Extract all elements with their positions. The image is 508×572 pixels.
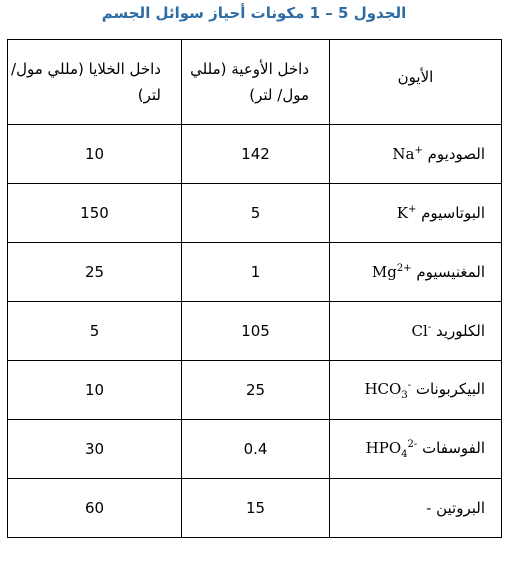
vessel-value: 1 xyxy=(182,243,330,302)
cell-value: 150 xyxy=(8,184,182,243)
header-vessel: داخل الأوعية (مللي مول/ لتر) xyxy=(182,40,330,125)
vessel-value: 0.4 xyxy=(182,420,330,479)
ion-formula-base: Na xyxy=(392,145,415,163)
ion-name: الصوديوم xyxy=(427,145,485,163)
ion-cell xyxy=(330,302,502,361)
ion-formula-base: Cl xyxy=(411,322,428,340)
table-row xyxy=(8,184,502,243)
ion-cell xyxy=(330,125,502,184)
ion-formula-subscript: 3 xyxy=(401,389,408,401)
ion-name: الكلوريد xyxy=(435,322,485,340)
ion-formula-base: K xyxy=(396,204,408,222)
vessel-value: 142 xyxy=(182,125,330,184)
ion-formula xyxy=(366,439,418,460)
ion-charge-superscript: + xyxy=(407,204,417,215)
ion-name: البوتاسيوم xyxy=(421,204,485,222)
cell-value: 10 xyxy=(8,125,182,184)
ion-formula-base: HPO xyxy=(365,438,402,457)
cell-value: 5 xyxy=(8,302,182,361)
ion-formula-base: - xyxy=(426,499,432,517)
vessel-value: 25 xyxy=(182,361,330,420)
ion-charge-superscript: - xyxy=(427,322,432,333)
ion-cell xyxy=(330,361,502,420)
ion-charge-superscript: 2+ xyxy=(396,263,412,274)
ion-cell xyxy=(330,479,502,538)
ion-cell xyxy=(330,420,502,479)
ion-formula-subscript: 4 xyxy=(401,448,408,460)
ion-composition-table xyxy=(7,39,502,538)
table-row xyxy=(8,361,502,420)
cell-value: 30 xyxy=(8,420,182,479)
ion-charge-superscript: + xyxy=(414,145,423,156)
table-row xyxy=(8,243,502,302)
ion-name: البيكربونات xyxy=(415,379,485,398)
cell-value: 10 xyxy=(8,361,182,420)
vessel-value: 5 xyxy=(182,184,330,243)
ion-formula xyxy=(412,322,432,340)
ion-formula xyxy=(372,263,412,281)
header-cell: داخل الخلايا (مللي مول/ لتر) xyxy=(8,40,182,125)
ion-formula xyxy=(392,145,422,163)
cell-value: 25 xyxy=(8,243,182,302)
table-row xyxy=(8,479,502,538)
ion-charge-superscript: - xyxy=(407,379,412,391)
ion-cell xyxy=(330,184,502,243)
cell-value: 60 xyxy=(8,479,182,538)
table-caption: الجدول 5 – 1 مكونات أحياز سوائل الجسم xyxy=(101,4,407,22)
ion-formula xyxy=(426,499,431,517)
ion-formula-base: Mg xyxy=(371,263,397,281)
table-row xyxy=(8,302,502,361)
vessel-value: 15 xyxy=(182,479,330,538)
ion-cell xyxy=(330,243,502,302)
table-row xyxy=(8,420,502,479)
ion-name: البروتين xyxy=(436,499,485,517)
ion-formula xyxy=(364,380,411,401)
vessel-value: 105 xyxy=(182,302,330,361)
ion-name: المغنيسيوم xyxy=(416,263,485,281)
header-ion: الأيون xyxy=(330,40,502,125)
ion-name: الفوسفات xyxy=(422,438,485,457)
table-header-row xyxy=(8,40,502,125)
ion-formula-base: HCO xyxy=(364,379,402,398)
ion-formula xyxy=(397,204,417,222)
table-row xyxy=(8,125,502,184)
ion-charge-superscript: 2- xyxy=(407,438,418,450)
